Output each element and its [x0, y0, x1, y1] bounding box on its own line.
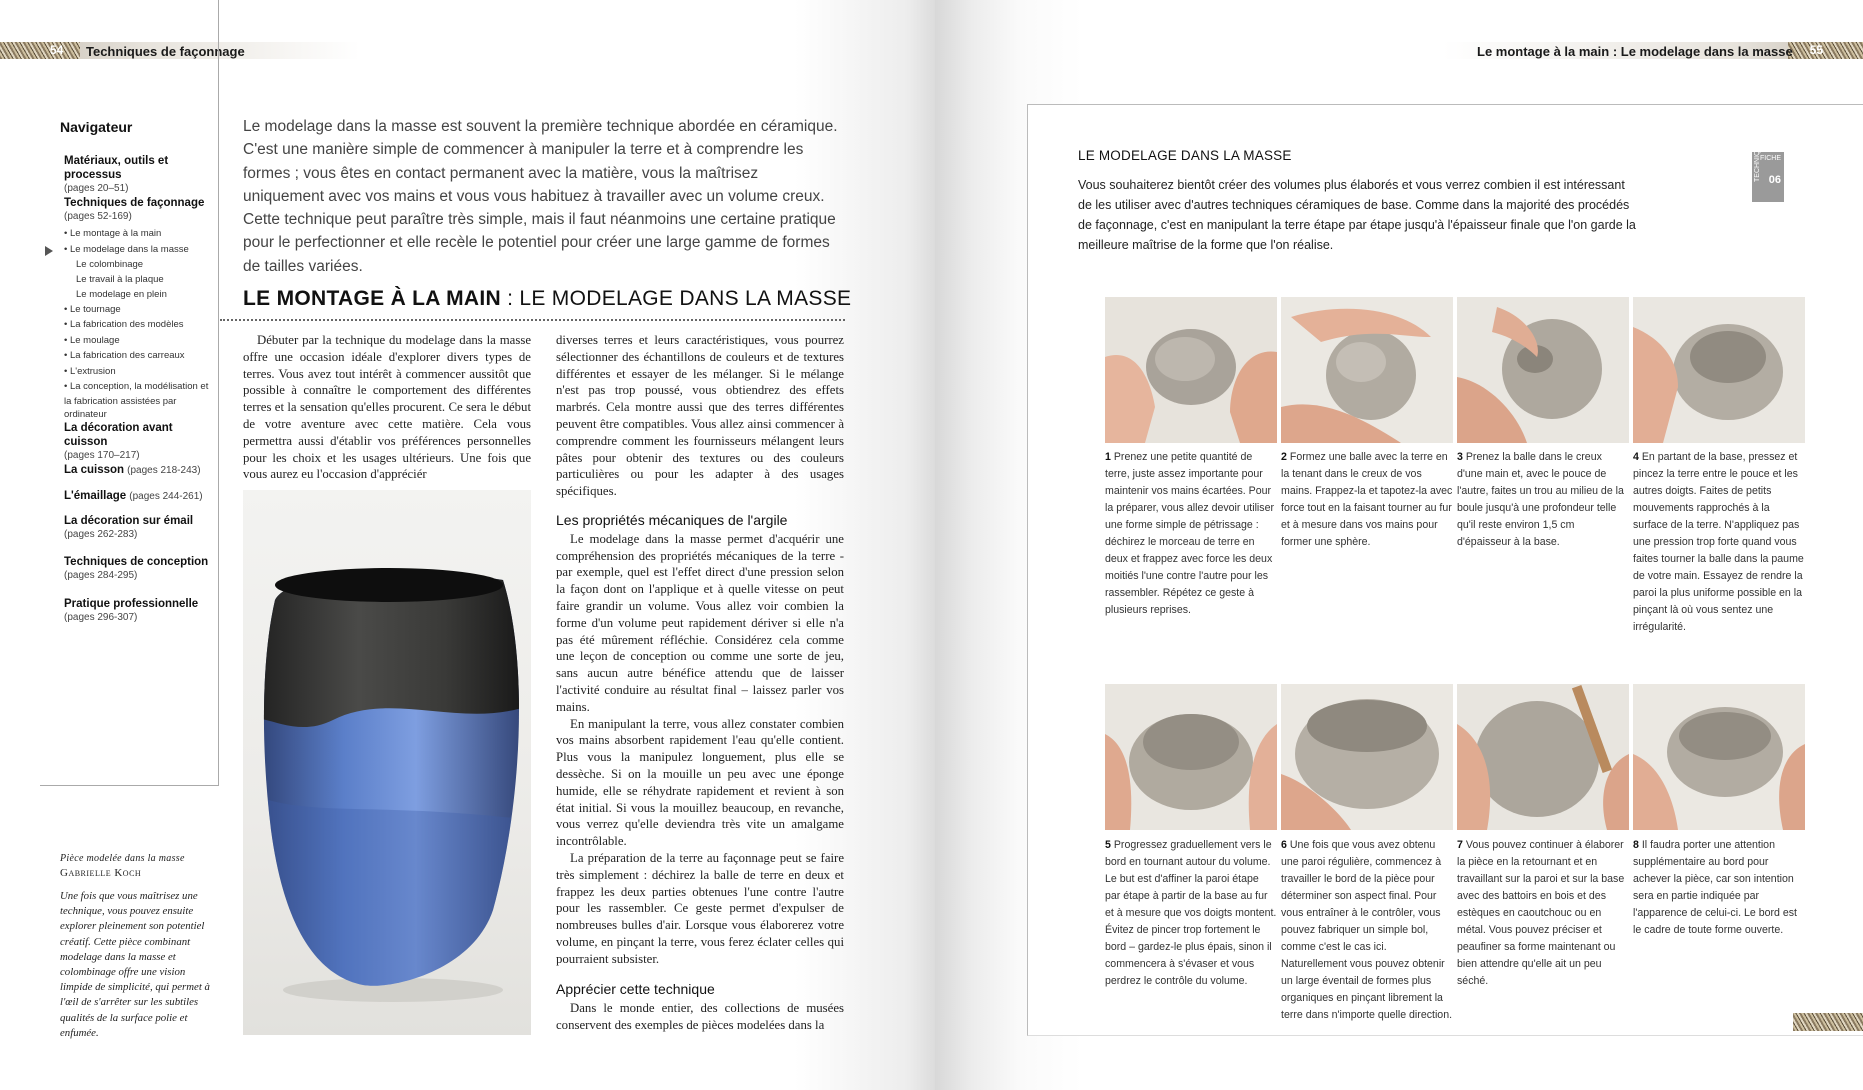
- header-texture: [1788, 42, 1863, 59]
- fiche-tab-word: FICHE: [1760, 155, 1781, 162]
- vase-photo: [243, 490, 531, 1035]
- nav-section-label: La cuisson: [64, 464, 125, 476]
- nav-sub-item[interactable]: Le colombinage: [76, 259, 144, 270]
- step-number: 5: [1105, 839, 1111, 851]
- body-paragraph: diverses terres et leurs caractéristiques, vous pourrez sélectionner des échantillons de couleurs et de textures différentes et essayer de les mélanger. Si le mélange n'est pas trop poussé, vous obtiendrez des effets marbrés. Cela montre aussi que des terres différentes peuvent être compatibles. Vous allez ainsi commencer à comprendre comment les fournisseurs mélangent leurs pâtes pour obtenir des textures ou des couleurs particulières ou pour les adapter à des usages spécifiques.: [556, 333, 844, 499]
- step-description: Progressez graduellement vers le bord en tournant autour du volume. Le but est d'affiner la paroi étape par étape à partir de la base au fur et à mesure que vos doigts montent. Évitez de pincer trop fortement le bord – gardez-le plus épais, sinon il commencera à s'évaser et vous perdrez le contrôle du volume.: [1105, 839, 1277, 987]
- bowl-clay-illustration: [1633, 684, 1805, 830]
- step-1-text: [1105, 449, 1277, 619]
- body-paragraph: Dans le monde entier, des collections de musées conservent des exemples de pièces modelées dans la: [556, 1001, 844, 1033]
- step-8-photo: [1633, 684, 1805, 830]
- step-3-photo: [1457, 297, 1629, 443]
- sub-heading: Les propriétés mécaniques de l'argile: [556, 511, 788, 528]
- step-number: 7: [1457, 839, 1463, 851]
- nav-section-pages: (pages 52-169): [64, 211, 132, 222]
- bowl-clay-illustration: [1105, 684, 1277, 830]
- nav-section-materiaux[interactable]: [64, 154, 214, 196]
- step-description: Formez une balle avec la terre en la tenant dans le creux de vos mains. Frappez-la et tapotez-la avec force tout en la faisant tourner au fur et à mesure dans vos mains pour former une sphère.: [1281, 451, 1453, 548]
- nav-section-cuisson[interactable]: [64, 463, 214, 478]
- right-header-title: Le montage à la main : Le modelage dans la masse: [1477, 44, 1793, 59]
- caption-author: Gabrielle Koch: [60, 867, 142, 879]
- step-4-text: [1633, 449, 1805, 636]
- right-page-number: 55: [1809, 43, 1823, 57]
- step-description: Vous pouvez continuer à élaborer la pièce en la retournant et en travaillant sur la paroi et sur la base avec des battoirs en bois et des estèques en caoutchouc ou en métal. Vous pouvez préciser et peaufiner sa forme maintenant ou bien attendre qu'elle ait un peu séché.: [1457, 839, 1625, 987]
- step-description: Il faudra porter une attention supplémentaire au bord pour achever la pièce, car son intention sera en partie indiquée par l'apparence de celui-ci. Le bord est le cadre de toute forme ouverte.: [1633, 839, 1797, 936]
- sheet-intro: Vous souhaiterez bientôt créer des volumes plus élaborés et vous verrez combien il est intéressant de les utiliser avec d'autres techniques céramiques de base. Comme dans la majorité des procédés de façonnage, c'est en manipulant la terre étape par étape jusqu'à l'épaisseur finale que l'on garde la meilleure maîtrise de la forme que l'on réalise.: [1078, 178, 1636, 252]
- nav-section-conception[interactable]: [64, 555, 214, 583]
- step-number: 1: [1105, 451, 1111, 463]
- nav-section-decoration[interactable]: [64, 421, 214, 463]
- step-description: Prenez la balle dans le creux d'une main et, avec le pouce de l'autre, faites un trou au milieu de la boule jusqu'à une profondeur telle qu'il reste environ 1,5 cm d'épaisseur à la base.: [1457, 451, 1624, 548]
- fiche-tab-number: 06: [1768, 174, 1781, 186]
- left-header-title: Techniques de façonnage: [86, 44, 245, 59]
- nav-sub-item[interactable]: • La fabrication des modèles: [64, 319, 184, 330]
- nav-section-pages: (pages 20–51): [64, 183, 129, 194]
- intro-paragraph: Le modelage dans la masse est souvent la première technique abordée en céramique. C'est une manière simple de commencer à manipuler la terre et à comprendre les formes ; vous êtes en contact permanent avec la matière, vous la maîtrisez uniquement avec vos mains et vous vous habituez à travailler avec un volume creux. Cette technique peut paraître très simple, mais il faut néanmoins une certaine pratique pour le perfectionner et elle recèle le potentiel pour créer une large gamme de formes de tailles variées.: [243, 118, 838, 275]
- left-page-number: 54: [50, 43, 64, 57]
- nav-section-pages: (pages 296-307): [64, 612, 138, 623]
- navigator-box: [40, 0, 219, 786]
- nav-section-pages: (pages 170–217): [64, 450, 140, 461]
- fiche-tab-badge: [1752, 140, 1784, 202]
- nav-section-pratique[interactable]: [64, 597, 214, 625]
- nav-section-label: Techniques de façonnage: [64, 197, 205, 209]
- step-description: Prenez une petite quantité de terre, juste assez importante pour maintenir vos mains écartées. Pour la préparer, vous allez devoir utiliser une forme simple de pétrissage : déchirez le morceau de terre en deux et frappez avec force les deux moitiés l'une contre l'autre pour les rassembler. Répétez ce geste à plusieurs reprises.: [1105, 451, 1274, 616]
- nav-sub-item[interactable]: • Le moulage: [64, 335, 120, 346]
- nav-section-pages: (pages 262-283): [64, 529, 138, 540]
- nav-section-label: Techniques de conception: [64, 556, 209, 568]
- hands-clay-illustration: [1457, 297, 1629, 443]
- nav-section-emaillage[interactable]: [64, 489, 214, 504]
- sheet-title: LE MODELAGE DANS LA MASSE: [1078, 148, 1292, 163]
- nav-section-pages: (pages 244-261): [129, 491, 203, 502]
- step-description: Une fois que vous avez obtenu une paroi régulière, commencez à travailler le bord de la pièce pour déterminer son aspect final. Pour vous entraîner à le contrôler, vous pouvez fabriquer un simple bol, comme c'est le cas ici. Naturellement vous pouvez obtenir un large éventail de formes plus organiques en pinçant librement la terre dans n'importe quelle direction.: [1281, 839, 1453, 1021]
- nav-sub-item[interactable]: • Le montage à la main: [64, 228, 162, 239]
- fiche-tab-label: TECHNIQUE: [1754, 140, 1761, 182]
- nav-sub-item[interactable]: Le travail à la plaque: [76, 274, 164, 285]
- nav-section-label: Matériaux, outils et processus: [64, 155, 169, 181]
- step-number: 4: [1633, 451, 1639, 463]
- nav-sub-item[interactable]: • Le tournage: [64, 304, 121, 315]
- hands-clay-illustration: [1105, 297, 1277, 443]
- caption-description: Une fois que vous maîtrisez une technique, vous pouvez ensuite explorer pleinement son potentiel créatif. Cette pièce combinant modelage dans la masse et colombinage offre une vision limpide de simplicité, qui permet à l'œil de s'arrêter sur les subtiles qualités de la surface polie et enfumée.: [60, 890, 210, 1039]
- step-7-photo: [1457, 684, 1629, 830]
- step-8-text: [1633, 837, 1805, 939]
- nav-section-pages: (pages 218-243): [127, 465, 201, 476]
- current-item-arrow-icon: [45, 246, 53, 256]
- nav-sub-item[interactable]: • L'extrusion: [64, 366, 116, 377]
- dotted-divider: [220, 319, 845, 321]
- step-4-photo: [1633, 297, 1805, 443]
- main-title-rest: : LE MODELAGE DANS LA MASSE: [500, 287, 852, 310]
- step-5-text: [1105, 837, 1277, 990]
- vase-illustration: [243, 490, 531, 1035]
- bowl-clay-illustration: [1281, 684, 1453, 830]
- footer-texture: [1793, 1013, 1863, 1031]
- step-2-text: [1281, 449, 1453, 551]
- step-description: En partant de la base, pressez et pincez la terre entre le pouce et les autres doigts. Faites de petits mouvements rapprochés à la surface de la terre. N'appliquez pas une pression trop forte quand vous faites tourner la balle dans la paume de votre main. Essayez de rendre la paroi la plus uniforme possible en la pinçant là où vous sentez une irrégularité.: [1633, 451, 1804, 633]
- step-6-text: [1281, 837, 1453, 1024]
- nav-section-faconnage[interactable]: [64, 196, 214, 224]
- nav-section-pages: (pages 284-295): [64, 570, 138, 581]
- nav-section-label: La décoration sur émail: [64, 515, 194, 527]
- nav-sub-item[interactable]: • La fabrication des carreaux: [64, 350, 185, 361]
- step-number: 3: [1457, 451, 1463, 463]
- step-number: 2: [1281, 451, 1287, 463]
- step-number: 6: [1281, 839, 1287, 851]
- sub-heading: Apprécier cette technique: [556, 981, 715, 998]
- photo-caption: [60, 851, 220, 1041]
- step-1-photo: [1105, 297, 1277, 443]
- caption-title: Pièce modelée dans la masse: [60, 853, 185, 864]
- nav-sub-item[interactable]: la fabrication assistées par ordinateur: [64, 396, 177, 420]
- hands-clay-illustration: [1281, 297, 1453, 443]
- text-column-2: [556, 332, 844, 1034]
- body-paragraph: En manipulant la terre, vous allez constater combien vos mains absorbent rapidement l'eau qu'elle contient. Plus vous la manipulez longuement, plus elle se dessèche. Si on la mouille un peu avec une éponge humide, elle se réhydrate rapidement et revient à son état initial. Si vous la mouillez beaucoup, en revanche, vous verrez qu'elle deviendra très vite un amalgame incontrôlable.: [556, 716, 844, 849]
- text-column-1: [243, 332, 531, 483]
- body-paragraph: La préparation de la terre au façonnage peut se faire très simplement : déchirez la balle de terre en deux et frappez les deux parties obtenues l'une contre l'autre pour les rassembler. Ce geste permet d'expulser de nombreuses bulles d'air. Lorsque vous élaborerez votre volume, en pinçant la terre, vous ferez éclater celles qui pourraient subsister.: [556, 850, 844, 966]
- bowl-clay-illustration: [1457, 684, 1629, 830]
- step-number: 8: [1633, 839, 1639, 851]
- body-paragraph: Débuter par la technique du modelage dans la masse offre une occasion idéale d'explorer divers types de terres. Vous avez tout intérêt à commencer aussitôt que possible à connaître le comportement des différentes terres et la sensation qu'elles procurent. Ce sera le début de votre aventure avec cette matière. Cela vous permettra aussi d'établir vos préférences personnelles pour les choix et les usages ultérieurs. Une fois que vous aurez eu l'occasion d'appréciér: [243, 333, 531, 482]
- step-7-text: [1457, 837, 1629, 990]
- nav-sub-item[interactable]: • La conception, la modélisation et: [64, 381, 209, 392]
- step-5-photo: [1105, 684, 1277, 830]
- body-paragraph: Le modelage dans la masse permet d'acquérir une compréhension des propriétés mécaniques de la terre - par exemple, quel est l'effet direct d'une pression selon la façon dont on l'applique et à quelle vitesse on peut faire grandir un volume. Vous allez voir combien la forme d'un volume peut rapidement dériver si elle n'a pas été mûrement réfléchie. Considérez cela comme une leçon de conception ou comme une sorte de jeu, sans aucun autre bénéfice attendu que de laisser l'activité conduire au résultat final – laissez parler vos mains.: [556, 531, 844, 714]
- navigator-title: Navigateur: [60, 119, 133, 135]
- step-3-text: [1457, 449, 1629, 551]
- nav-section-decoration-email[interactable]: [64, 514, 214, 542]
- main-title: [243, 287, 851, 311]
- step-6-photo: [1281, 684, 1453, 830]
- main-title-bold: LE MONTAGE À LA MAIN: [243, 287, 501, 310]
- nav-section-label: La décoration avant cuisson: [64, 422, 173, 448]
- nav-section-label: L'émaillage: [64, 490, 127, 502]
- step-2-photo: [1281, 297, 1453, 443]
- nav-section-label: Pratique professionnelle: [64, 598, 199, 610]
- hands-clay-illustration: [1633, 297, 1805, 443]
- nav-sub-item[interactable]: Le modelage en plein: [76, 289, 167, 300]
- nav-sub-item[interactable]: • Le modelage dans la masse: [64, 244, 189, 255]
